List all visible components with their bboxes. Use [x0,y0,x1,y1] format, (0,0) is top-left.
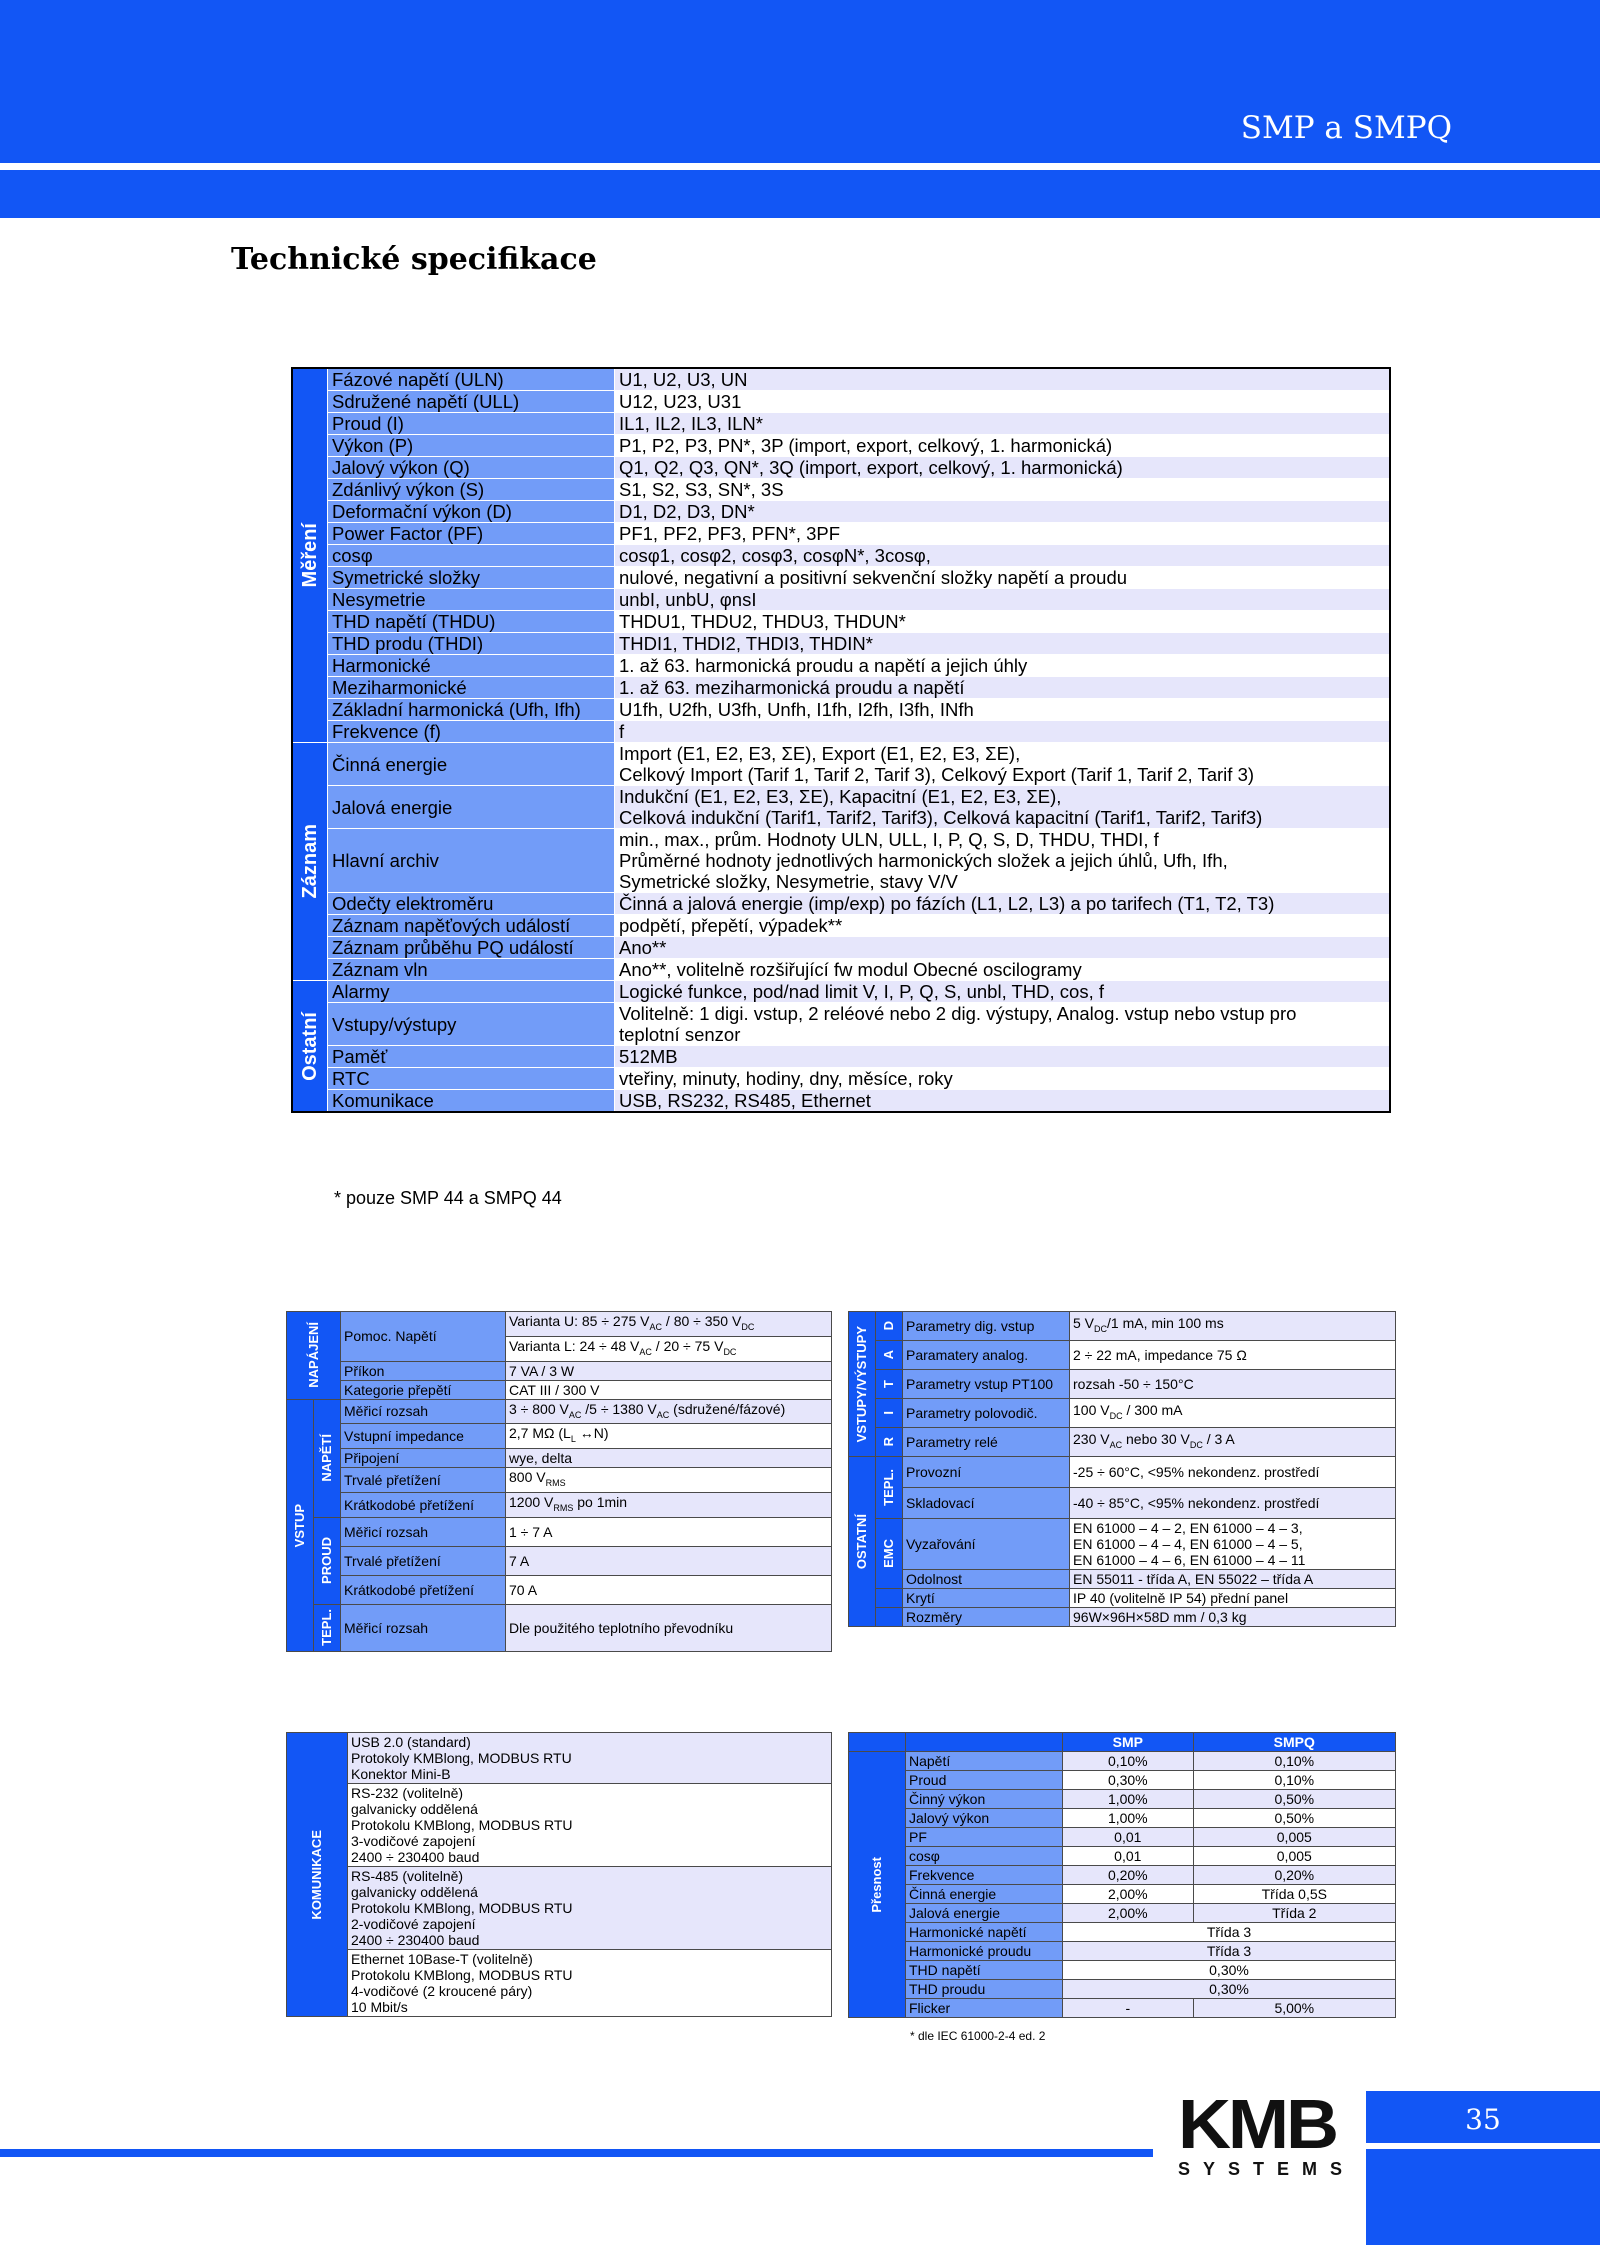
precision-smp: - [1063,1999,1194,2018]
precision-smpq: 0,005 [1193,1847,1395,1866]
spec-label: Deformační výkon (D) [328,501,615,523]
spec-note: * pouze SMP 44 a SMPQ 44 [334,1188,562,1208]
spec-row [292,937,1390,959]
label: Kategorie přepětí [341,1380,506,1399]
label: Parametry vstup PT100 [903,1370,1070,1399]
spec-row [292,457,1390,479]
spec-value: P1, P2, P3, PN*, 3P (import, export, celkový, 1. harmonická) [615,435,1391,457]
subgroup-proud: PROUD [319,1537,334,1585]
value: 7 VA / 3 W [506,1361,832,1380]
value: wye, delta [506,1449,832,1468]
spec-value: Ano**, volitelně rozšiřující fw modul Obecné oscilogramy [615,959,1391,981]
precision-row [849,1942,1396,1961]
precision-row [849,1961,1396,1980]
precision-label: PF [906,1828,1063,1847]
power-input-table [286,1311,832,1652]
precision-smpq: 0,10% [1193,1752,1395,1771]
value: -25 ÷ 60°C, <95% nekondenz. prostředí [1070,1457,1396,1488]
precision-smpq: 0,20% [1193,1866,1395,1885]
label: Měřicí rozsah [341,1604,506,1651]
spec-value: USB, RS232, RS485, Ethernet [615,1090,1391,1113]
precision-smpq: 0,50% [1193,1790,1395,1809]
spec-label: Alarmy [328,981,615,1003]
subgroup-emc: EMC [881,1539,896,1568]
precision-row [849,1809,1396,1828]
spec-label: Harmonické [328,655,615,677]
spec-row [292,743,1390,786]
precision-smp: 1,00% [1063,1790,1194,1809]
spec-value: Činná a jalová energie (imp/exp) po fázích (L1, L2, L3) a po tarifech (T1, T2, T3) [615,893,1391,915]
spec-value: 1. až 63. harmonická proudu a napětí a jejich úhly [615,655,1391,677]
value: 2,7 MΩ ($L_L$ ↔N) [506,1424,832,1449]
spec-value: Volitelně: 1 digi. vstup, 2 reléové nebo 2 dig. výstupy, Analog. vstup nebo vstup pro teplotní senzor [615,1003,1391,1046]
spec-label: Odečty elektroměru [328,893,615,915]
footer-line [0,2149,1153,2157]
label: Krytí [903,1589,1070,1608]
group-mereni: Měření [298,523,321,588]
spec-value: 512MB [615,1046,1391,1068]
precision-row [849,1752,1396,1771]
spec-value: U12, U23, U31 [615,391,1391,413]
label: Trvalé přetížení [341,1546,506,1575]
header-smpq: SMPQ [1193,1733,1395,1752]
label: Krátkodobé přetížení [341,1575,506,1604]
spec-label: Meziharmonické [328,677,615,699]
spec-row [292,611,1390,633]
spec-label: Nesymetrie [328,589,615,611]
label: Příkon [341,1361,506,1380]
label: Připojení [341,1449,506,1468]
spec-value: Ano** [615,937,1391,959]
precision-label: Jalová energie [906,1904,1063,1923]
subgroup-i: I [881,1411,896,1415]
label: Skladovací [903,1488,1070,1519]
precision-row [849,1999,1396,2018]
precision-row [849,1923,1396,1942]
spec-label: Fázové napětí (ULN) [328,368,615,391]
group-ostatni: Ostatní [298,1011,321,1081]
value: Dle použitého teplotního převodníku [506,1604,832,1651]
spec-row [292,981,1390,1003]
value: EN 55011 - třída A, EN 55022 – třída A [1070,1570,1396,1589]
page-title: Technické specifikace [231,242,597,277]
spec-value: f [615,721,1391,743]
spec-label: Výkon (P) [328,435,615,457]
precision-row [849,1771,1396,1790]
precision-row [849,1904,1396,1923]
precision-smp: 0,10% [1063,1752,1194,1771]
spec-label: Komunikace [328,1090,615,1113]
spec-row [292,633,1390,655]
spec-label: Jalová energie [328,786,615,829]
spec-label: Paměť [328,1046,615,1068]
precision-smp: 2,00% [1063,1904,1194,1923]
precision-smpq: 0,50% [1193,1809,1395,1828]
spec-row [292,893,1390,915]
spec-value: IL1, IL2, IL3, ILN* [615,413,1391,435]
value: Varianta L: 24 ÷ 48 $V_{AC} / 20 \div 75$ $V_{DC}$ [506,1336,832,1361]
group-io: VSTUPY/VÝSTUPY [854,1325,869,1443]
subgroup-r: R [881,1437,896,1447]
spec-row [292,589,1390,611]
spec-row [292,655,1390,677]
spec-value: THDU1, THDU2, THDU3, THDUN* [615,611,1391,633]
precision-smpq: 0,10% [1193,1771,1395,1790]
spec-label: Hlavní archiv [328,829,615,893]
spec-value: Import (E1, E2, E3, ΣE), Export (E1, E2, E3, ΣE), Celkový Import (Tarif 1, Tarif 2, Tarif 3), Celkový Export (Tarif 1, Tarif 2, Tarif 3) [615,743,1391,786]
group-napajeni: NAPÁJENÍ [305,1322,321,1389]
spec-row [292,677,1390,699]
group-zaznam: Záznam [298,824,321,899]
spec-row [292,915,1390,937]
spec-label: Záznam průběhu PQ událostí [328,937,615,959]
spec-label: Proud (I) [328,413,615,435]
spec-value: U1, U2, U3, UN [615,368,1391,391]
spec-row [292,523,1390,545]
precision-note: * dle IEC 61000-2-4 ed. 2 [910,2029,1046,2043]
value: 96W×96H×58D mm / 0,3 kg [1070,1608,1396,1627]
spec-value: cosφ1, cosφ2, cosφ3, cosφN*, 3cosφ, [615,545,1391,567]
label: Měřicí rozsah [341,1517,506,1546]
spec-row [292,435,1390,457]
value: 800 $V_{RMS}$ [506,1468,832,1493]
spec-row [292,479,1390,501]
spec-row [292,545,1390,567]
spec-value: unbI, unbU, φnsI [615,589,1391,611]
precision-value: Třída 3 [1063,1942,1396,1961]
comm-usb: USB 2.0 (standard) Protokoly KMBlong, MODBUS RTU Konektor Mini-B [348,1733,832,1784]
value: 3 ÷ 800 $V_{AC}$ /5 ÷ 1380 $V_{AC}$ (sdružené/fázové) [506,1399,832,1424]
spec-value: vteřiny, minuty, hodiny, dny, měsíce, roky [615,1068,1391,1090]
spec-row [292,959,1390,981]
group-ostatni: OSTATNÍ [854,1513,869,1570]
header-band [0,0,1600,218]
comm-ethernet: Ethernet 10Base-T (volitelně) Protokolu KMBlong, MODBUS RTU 4-vodičové (2 kroucené páry) 10 Mbit/s [348,1950,832,2017]
comm-rs485: RS-485 (volitelně) galvanicky oddělená Protokolu KMBlong, MODBUS RTU 2-vodičové zapojení 2400 ÷ 230400 baud [348,1867,832,1950]
label: Měřicí rozsah [341,1399,506,1424]
spec-label: Činná energie [328,743,615,786]
value: IP 40 (volitelně IP 54) přední panel [1070,1589,1396,1608]
page-number-box [1366,2091,1600,2245]
spec-label: Zdánlivý výkon (S) [328,479,615,501]
spec-label: THD produ (THDI) [328,633,615,655]
spec-label: Jalový výkon (Q) [328,457,615,479]
spec-row [292,699,1390,721]
precision-label: Činná energie [906,1885,1063,1904]
header-divider [0,163,1600,170]
group-presnost: Přesnost [869,1856,884,1913]
precision-label: Flicker [906,1999,1063,2018]
value: CAT III / 300 V [506,1380,832,1399]
value: Varianta U: 85 ÷ 275 $V_{AC} / 80 \div 350$ $V_{DC}$ [506,1312,832,1337]
page-number: 35 [1465,2103,1501,2136]
precision-label: Jalový výkon [906,1809,1063,1828]
spec-value: nulové, negativní a positivní sekvenční složky napětí a proudu [615,567,1391,589]
spec-value: U1fh, U2fh, U3fh, Unfh, I1fh, I2fh, I3fh, INfh [615,699,1391,721]
value: 70 A [506,1575,832,1604]
precision-row [849,1790,1396,1809]
comm-rs232: RS-232 (volitelně) galvanicky oddělená Protokolu KMBlong, MODBUS RTU 3-vodičové zapojení 2400 ÷ 230400 baud [348,1784,832,1867]
value: 1200 $V_{RMS}$ po 1min [506,1492,832,1517]
subgroup-tepl: TEPL. [881,1469,896,1506]
spec-label: THD napětí (THDU) [328,611,615,633]
spec-row [292,1068,1390,1090]
precision-label: cosφ [906,1847,1063,1866]
group-vstup: VSTUP [292,1503,307,1547]
precision-smpq: Třída 2 [1193,1904,1395,1923]
logo-sub: SYSTEMS [1178,2159,1356,2179]
value: 7 A [506,1546,832,1575]
spec-label: Základní harmonická (Ufh, Ifh) [328,699,615,721]
label: Parametry polovodič. [903,1399,1070,1428]
precision-smp: 0,20% [1063,1866,1194,1885]
label: Rozměry [903,1608,1070,1627]
precision-smp: 0,30% [1063,1771,1194,1790]
precision-value: 0,30% [1063,1980,1396,1999]
label: Pomoc. Napětí [341,1312,506,1362]
subgroup-a: A [881,1350,896,1360]
spec-value: D1, D2, D3, DN* [615,501,1391,523]
precision-row [849,1866,1396,1885]
precision-row [849,1980,1396,1999]
footer-line-right [1366,2149,1600,2157]
spec-row [292,829,1390,893]
spec-label: RTC [328,1068,615,1090]
subgroup-napeti: NAPĚTÍ [319,1434,334,1483]
spec-value: 1. až 63. meziharmonická proudu a napětí [615,677,1391,699]
spec-value: S1, S2, S3, SN*, 3S [615,479,1391,501]
precision-smpq: Třída 0,5S [1193,1885,1395,1904]
precision-value: 0,30% [1063,1961,1396,1980]
value: 100 $V_{DC} / 300$ mA [1070,1399,1396,1428]
value: rozsah -50 ÷ 150°C [1070,1370,1396,1399]
spec-value: THDI1, THDI2, THDI3, THDIN* [615,633,1391,655]
value: 2 ÷ 22 mA, impedance 75 Ω [1070,1341,1396,1370]
precision-label: Napětí [906,1752,1063,1771]
precision-label: THD napětí [906,1961,1063,1980]
precision-label: Frekvence [906,1866,1063,1885]
precision-smp: 2,00% [1063,1885,1194,1904]
spec-value: Q1, Q2, Q3, QN*, 3Q (import, export, celkový, 1. harmonická) [615,457,1391,479]
subgroup-tepl: TEPL. [319,1609,334,1647]
value: 230 $V_{AC}$ nebo 30 $V_{DC} / 3$ A [1070,1428,1396,1457]
precision-label: Činný výkon [906,1790,1063,1809]
precision-value: Třída 3 [1063,1923,1396,1942]
label: Provozní [903,1457,1070,1488]
subgroup-d: D [881,1321,896,1331]
spec-row [292,413,1390,435]
kmb-logo [1178,2085,1356,2180]
header-smp: SMP [1063,1733,1194,1752]
precision-table [848,1732,1396,2018]
spec-row [292,501,1390,523]
spec-label: Sdružené napětí (ULL) [328,391,615,413]
communication-table [286,1732,832,2017]
precision-smp: 1,00% [1063,1809,1194,1828]
label: Trvalé přetížení [341,1468,506,1493]
io-other-table [848,1311,1396,1627]
value: 1 ÷ 7 A [506,1517,832,1546]
precision-smpq: 0,005 [1193,1828,1395,1847]
header-title: SMP a SMPQ [1240,110,1452,146]
spec-row [292,391,1390,413]
spec-value: Indukční (E1, E2, E3, ΣE), Kapacitní (E1, E2, E3, ΣE), Celková indukční (Tarif1, Tarif2, Tarif3), Celková kapacitní (Tarif1, Tarif2, Tarif3) [615,786,1391,829]
subgroup-t: T [881,1380,896,1388]
spec-row [292,786,1390,829]
label: Parametry dig. vstup [903,1312,1070,1341]
label: Vyzařování [903,1519,1070,1570]
value: -40 ÷ 85°C, <95% nekondenz. prostředí [1070,1488,1396,1519]
label: Odolnost [903,1570,1070,1589]
precision-row [849,1885,1396,1904]
spec-label: Symetrické složky [328,567,615,589]
value: 5 $V_{DC}/1$ mA, min 100 ms [1070,1312,1396,1341]
precision-smpq: 5,00% [1193,1999,1395,2018]
spec-label: Záznam vln [328,959,615,981]
spec-value: podpětí, přepětí, výpadek** [615,915,1391,937]
precision-label: Harmonické proudu [906,1942,1063,1961]
spec-row [292,1046,1390,1068]
spec-row [292,567,1390,589]
label: Vstupní impedance [341,1424,506,1449]
group-komunikace: KOMUNIKACE [309,1829,324,1920]
precision-label: Proud [906,1771,1063,1790]
spec-row [292,368,1390,391]
precision-smp: 0,01 [1063,1828,1194,1847]
precision-smp: 0,01 [1063,1847,1194,1866]
spec-row [292,721,1390,743]
spec-label: cosφ [328,545,615,567]
label: Paramatery analog. [903,1341,1070,1370]
precision-row [849,1847,1396,1866]
precision-row [849,1828,1396,1847]
spec-value: min., max., prům. Hodnoty ULN, ULL, I, P, Q, S, D, THDU, THDI, f Průměrné hodnoty jednotlivých harmonických složek a jejich úhlů, Ufh, Ifh, Symetrické složky, Nesymetrie, stavy V/V [615,829,1391,893]
value: EN 61000 – 4 – 2, EN 61000 – 4 – 3, EN 61000 – 4 – 4, EN 61000 – 4 – 5, EN 61000 – 4 – 6, EN 61000 – 4 – 11 [1070,1519,1396,1570]
spec-value: Logické funkce, pod/nad limit V, I, P, Q, S, unbl, THD, cos, f [615,981,1391,1003]
label: Krátkodobé přetížení [341,1492,506,1517]
spec-label: Frekvence (f) [328,721,615,743]
spec-row [292,1090,1390,1113]
logo-main: KMB [1178,2085,1336,2163]
precision-label: THD proudu [906,1980,1063,1999]
label: Parametry relé [903,1428,1070,1457]
spec-table [291,367,1391,1113]
precision-label: Harmonické napětí [906,1923,1063,1942]
spec-label: Záznam napěťových událostí [328,915,615,937]
spec-label: Power Factor (PF) [328,523,615,545]
spec-row [292,1003,1390,1046]
spec-label: Vstupy/výstupy [328,1003,615,1046]
spec-value: PF1, PF2, PF3, PFN*, 3PF [615,523,1391,545]
